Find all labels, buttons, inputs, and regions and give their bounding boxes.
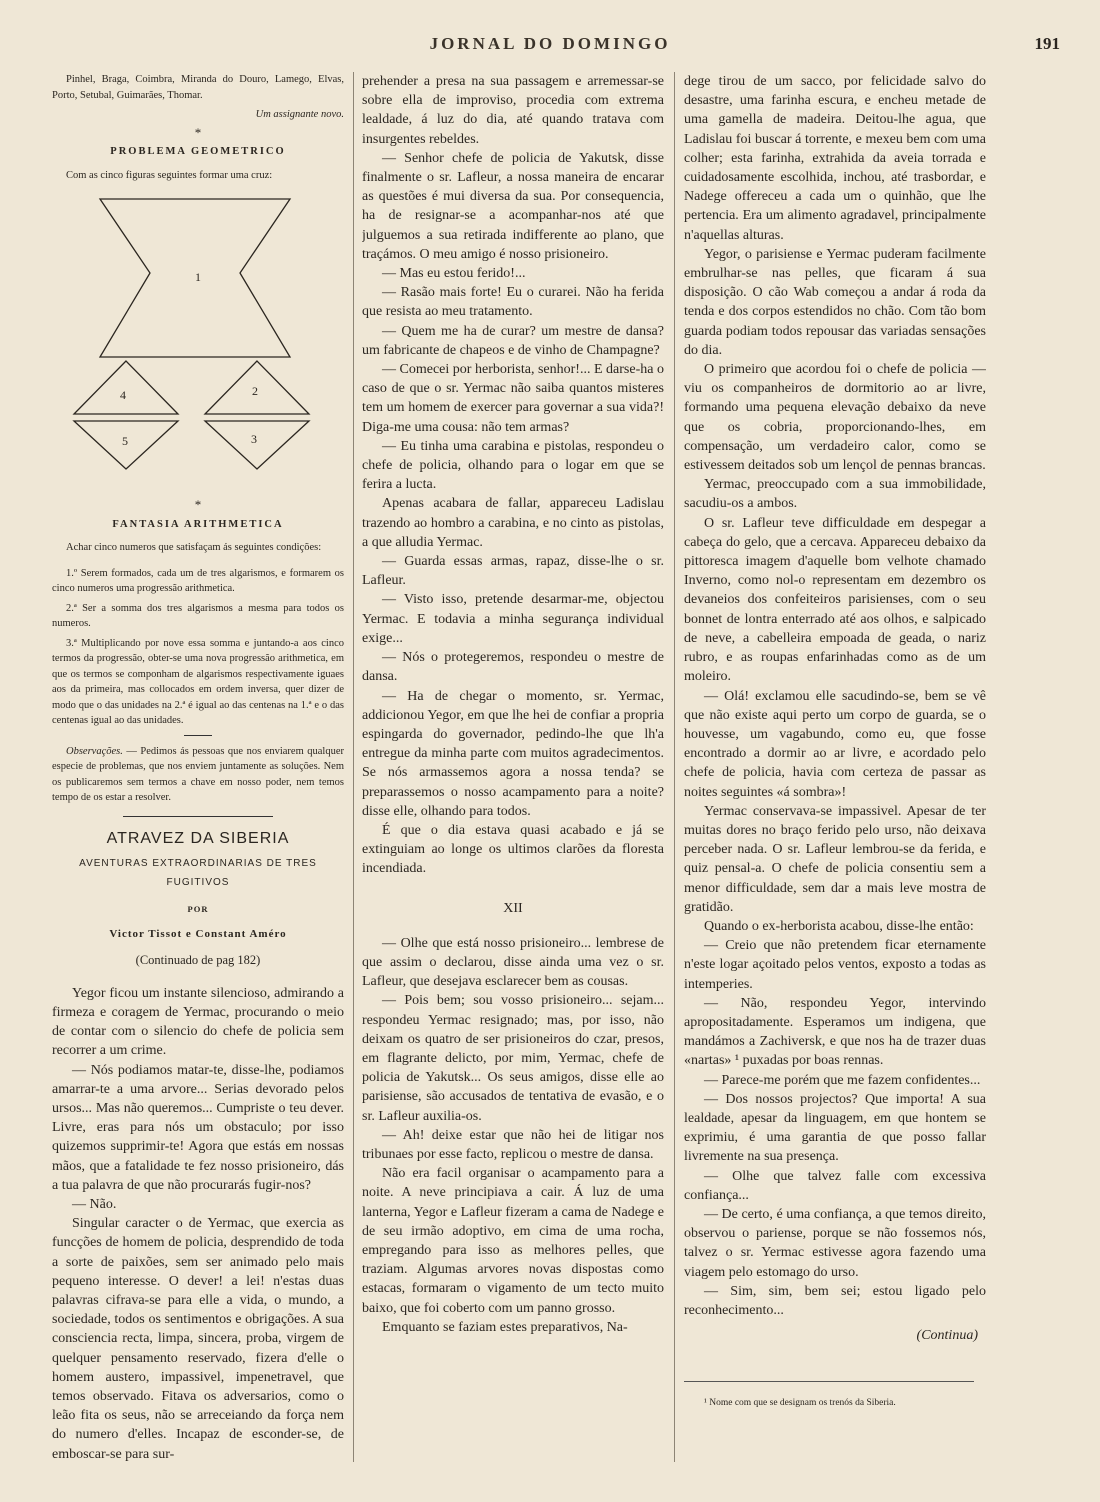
continua-note: (Continua) — [916, 1328, 978, 1344]
paragraph: — Visto isso, pretende desarmar-me, objectou Yermac. E todavia a minha segurança individual exige... — [362, 592, 664, 646]
article-authors: Victor Tissot e Constant Améro — [109, 928, 287, 941]
column-2 — [362, 72, 664, 1462]
paragraph: — Rasão mais forte! Eu o curarei. Não ha ferida que resista ao meu tratamento. — [362, 285, 664, 320]
paragraph: — De certo, é uma confiança, a que temos direito, observou o pariense, porque se não fossemos nós, talvez o sr. Yermac estivesse agora fazendo uma viagem pelo estomago do urso. — [684, 1206, 986, 1280]
section-rule — [123, 816, 273, 817]
condition-3: 3.ª Multiplicando por nove essa somma e juntando-a aos cinco termos da progressão, obter-se uma nova progressão arithmetica, em que os termos se componham de algarismos respectivamente iguaes aos da primeira, mas collocados em ordem inversa, quer dizer de modo que o das unidades na 2.ª é igual ao das centenas na 1.ª e o das centenas igual ao das unidades. — [52, 637, 344, 726]
paragraph: dege tirou de um sacco, por felicidade salvo do desastre, uma farinha escura, e encheu metade de uma gamella de madeira. Deitou-lhe agua, que Ladislau foi buscar á torrente, e mexeu bem com uma colher; esta farinha, extrahida da aveia torrada e cuidadosamente escolhida, inchou, até trasbordar, e Nadege offereceu a cada um o quinhão, que lhe pertencia. Era um alimento agradavel, principalmente n'aquellas alturas. — [684, 74, 986, 243]
paragraph: — Ha de chegar o momento, sr. Yermac, addicionou Yegor, em que lhe hei de confiar a propria espingarda do governador, pedindo-lhe que lh'a entregue da minha parte com muitos agradecimentos. Se nós armassemos agora a nossa tenda? se preparassemos o nosso acampamento para a noite? disse elle, olhando para todos. — [362, 688, 664, 819]
article-continued: (Continuado de pag 182) — [135, 952, 261, 967]
separator-star: * — [194, 124, 202, 140]
paragraph: — Senhor chefe de policia de Yakutsk, disse finalmente o sr. Lafleur, a nossa maneira de encarar as questões é mui diversa da sua. Por consequencia, ha de resignar-se a acompanhar-nos até que julguemos a sua retirada indifferente ao plano, que traçámos. O meu amigo é nosso prisioneiro. — [362, 150, 664, 262]
paragraph: O primeiro que acordou foi o chefe de policia — viu os companheiros de dormitorio ao ar livre, formando uma pequena elevação debaixo da neve que os cobria, proporcionando-lhes, em compensação, um verdadeiro calor, como se estivessem deitados sob um lençol de pennas brancas. — [684, 362, 986, 474]
column-divider — [674, 72, 675, 1462]
article-subtitle: AVENTURAS EXTRAORDINARIAS DE TRES FUGITIVOS — [79, 857, 317, 888]
page-number: 191 — [1034, 34, 1060, 53]
paragraph: Yegor ficou um instante silencioso, admirando a firmeza e coragem de Yermac, procurando o meio de contar com o silencio do chefe de policia sem recorrer a um crime. — [52, 985, 344, 1059]
paragraph: — Olhe que está nosso prisioneiro... lembrese de que assim o declarou, disse ainda uma vez o sr. Lafleur, que desejava esclarecer bem as cousas. — [362, 935, 664, 990]
paragraph: — Mas eu estou ferido!... — [382, 266, 526, 282]
paragraph: — Nós o protegeremos, respondeu o mestre de dansa. — [362, 650, 664, 685]
paragraph: — Pois bem; sou vosso prisioneiro... sejam... respondeu Yermac resignado; mas, por isso, não deixam os quatro de ser prisioneiros do czar, presos, em flagrante delicto, por mim, Yermac, chefe de policia de Yakutsk... Os seus amigos, disse elle ao parisiense, são accusados de tentativa de evasão, e o sr. Lafleur auxilia-os. — [362, 993, 664, 1124]
paragraph: — Comecei por herborista, senhor!... E darse-ha o caso de que o sr. Yermac não saiba quantos misteres tem um homem de exercer para governar a sua vida?! Diga-me uma cousa: não tem armas? — [362, 362, 664, 435]
paragraph: — Sim, sim, bem sei; estou ligado pelo reconhecimento... — [684, 1283, 986, 1318]
paragraph: — Ah! deixe estar que não hei de litigar nos tribunaes por esse facto, replicou o mestre de dansa. — [362, 1127, 664, 1162]
paragraph: Não era facil organisar o acampamento para a noite. A neve principiava a cair. Á luz de uma lanterna, Yegor e Lafleur fizeram a cama de Nadege e de seu irmão adoptivo, em cima de uma rocha, empregando para isso as melhores pelles, que traziam. Algumas arvores novas dispostas como estacas, formaram o vigamento de um tecto muito baixo, que foi coberto com um panno grosso. — [362, 1166, 664, 1316]
footnote: ¹ Nome com que se designam os trenós da Siberia. — [704, 1398, 896, 1409]
masthead: JORNAL DO DOMINGO — [429, 34, 671, 53]
separator-star: * — [194, 497, 202, 512]
geometric-figure — [52, 191, 344, 491]
column-3 — [684, 72, 986, 1462]
figure-label-5: 5 — [122, 434, 128, 448]
footnote-rule — [684, 1381, 974, 1382]
paragraph: — Não, respondeu Yegor, intervindo apropositadamente. Esperamos um indigena, que mandámos a Zachiversk, e que nos ha de trazer duas «nartas» ¹ puxadas por boas rennas. — [684, 995, 986, 1069]
page-header — [40, 34, 1060, 56]
paragraph: prehender a presa na sua passagem e arremessar-se sobre ella de improviso, procedia com extrema lealdade, á luz do dia, até quando tratava com insurgentes rebeldes. — [362, 74, 664, 147]
chapter-number: XII — [503, 900, 523, 916]
observations-label: Observações. — [66, 745, 123, 757]
paragraph: — Dos nossos projectos? Que importa! A sua lealdade, apesar da linguagem, em que hontem se exprimiu, é uma garantia de que posso fallar livremente na sua presença. — [684, 1091, 986, 1165]
paragraph: O sr. Lafleur teve difficuldade em despegar a cabeça do gelo, que a cercava. Appareceu debaixo da pittoresca imagem d'aquelle bom velhote chamado Inverno, como nol-o representam em dezembro os devaneios dos confeiteiros parisienses, com o seu bonnet de lontra enterrado até aos olhos, e salpicado de neve, a cabelleira empoada de geada, o nariz rubro, e as roupas enfarinhadas como as de um moleiro. — [684, 515, 986, 685]
problem-text: Com as cinco figuras seguintes formar uma cruz: — [66, 169, 273, 181]
paragraph: Yegor, o parisiense e Yermac puderam facilmente embrulhar-se nas pelles, que ficaram á sua disposição. O cão Wab começou a andar á roda da tenda e dos corpos estendidos no chão. Com tão bom guarda podiam todos repousar das variadas sensações do dia. — [684, 246, 986, 358]
figure-label-4: 4 — [120, 388, 126, 402]
figure-shape-4 — [74, 361, 178, 414]
paragraph: — Nós podiamos matar-te, disse-lhe, podiamos amarrar-te a uma arvore... Serias devorado pelos ursos... Mas não queremos... Cumpriste o teu dever. Livre, eras para nós um obstaculo; por isso quizemos supprimir-te! Agora que estás em nossas mãos, que a fatalidade te fez nosso prisioneiro, dás a tua palavra de que não procurarás fugir-nos? — [52, 1062, 344, 1193]
paragraph: — Olá! exclamou elle sacudindo-se, bem se vê que não existe aqui perto um corpo de guarda, se o houvesse, um vagabundo, como eu, que fosse encontrado a dormir ao ar livre, e acordado pelo chefe de policia, havia com certeza de passar as noites seguintes «á sombra»! — [684, 688, 986, 800]
paragraph: Apenas acabara de fallar, appareceu Ladislau trazendo ao hombro a carabina, e no cinto as pistolas, a que alludia Yermac. — [362, 496, 664, 550]
article-by: POR — [187, 904, 209, 915]
column-divider — [353, 72, 354, 1462]
short-rule — [184, 735, 212, 736]
article-title: ATRAVEZ DA SIBERIA — [106, 829, 290, 847]
paragraph: — Não. — [72, 1196, 117, 1212]
figure-label-2: 2 — [252, 384, 258, 398]
paragraph: Yermac, preoccupado com a sua immobilidade, sacudiu-os a ambos. — [684, 477, 986, 512]
figure-label-1: 1 — [195, 270, 201, 284]
fantasia-title: FANTASIA ARITHMETICA — [112, 518, 284, 530]
condition-2: 2.ª Ser a somma dos tres algarismos a mesma para todos os numeros. — [52, 602, 344, 629]
paragraph: Singular caracter o de Yermac, que exercia as funcções de homem de policia, desprendido de toda a sorte de paixões, sem ser animado pelo mais pequeno interesse. O dever! a lei! n'estas duas palavras cifrava-se para elle a vida, o mundo, a sociedade, todos os sentimentos e obrigações. A sua consciencia recta, limpa, sincera, proba, virgem de quelquer pensamento reservado, fizera d'elle o homem austero, impassivel, impenetravel, que temos observado. Fitava os adversarios, como o leão fita os seus, não se arreceiando da força nem do numero d'elles. Incapaz de esconder-se, de emboscar-se para sur- — [52, 1216, 344, 1462]
paragraph: É que o dia estava quasi acabado e já se extinguiam ao longe os ultimos clarões da floresta incendiada. — [362, 822, 664, 877]
figure-shape-3 — [205, 421, 309, 469]
problem-title: PROBLEMA GEOMETRICO — [110, 146, 286, 157]
signature: Um assignante novo. — [255, 109, 344, 120]
paragraph: — Eu tinha uma carabina e pistolas, respondeu o chefe de policia, olhando para o logar em que se ferira a lucta. — [362, 438, 664, 493]
figure-label-3: 3 — [251, 432, 257, 446]
paragraph: — Quem me ha de curar? um mestre de dansa? um fabricante de chapeos e de vinho de Champagne? — [362, 323, 664, 358]
paragraph: — Guarda essas armas, rapaz, disse-lhe o sr. Lafleur. — [362, 554, 664, 589]
paragraph: — Creio que não pretendem ficar eternamente n'este logar açoitado pelos ventos, exposto a todas as intemperies. — [684, 938, 986, 992]
observations — [52, 744, 344, 806]
cities-list: Pinhel, Braga, Coimbra, Miranda do Douro, Lamego, Elvas, Porto, Setubal, Guimarães, Thomar. — [52, 74, 344, 101]
paragraph: Yermac conservava-se impassivel. Apesar de ter muitas dores no braço ferido pelo urso, não deixava perceber nada. O sr. Lafleur lembrou-se da ferida, e quiz pensal-a. O chefe de policia consentiu sem a menor difficuldade, sem dar a mais leve mostra de gratidão. — [684, 803, 986, 915]
paragraph: — Parece-me porém que me fazem confidentes... — [704, 1072, 981, 1088]
fantasia-intro: Achar cinco numeros que satisfaçam ás seguintes condições: — [66, 542, 322, 553]
figure-svg — [52, 191, 344, 481]
column-1 — [52, 72, 344, 1462]
paragraph: — Olhe que talvez falle com excessiva confiança... — [684, 1168, 986, 1203]
paragraph: Emquanto se faziam estes preparativos, Na- — [382, 1319, 628, 1335]
paragraph: Quando o ex-herborista acabou, disse-lhe então: — [704, 918, 974, 934]
observations-text: — Pedimos ás pessoas que nos enviarem qualquer especie de problemas, que nos enviem juntamente as soluções. Nem os publicaremos sem termos a chave em nosso poder, nem temos tempo de os estar a resolver. — [52, 745, 344, 803]
condition-1: 1.º Serem formados, cada um de tres algarismos, e formarem os cinco numeros uma progressão arithmetica. — [52, 567, 344, 594]
